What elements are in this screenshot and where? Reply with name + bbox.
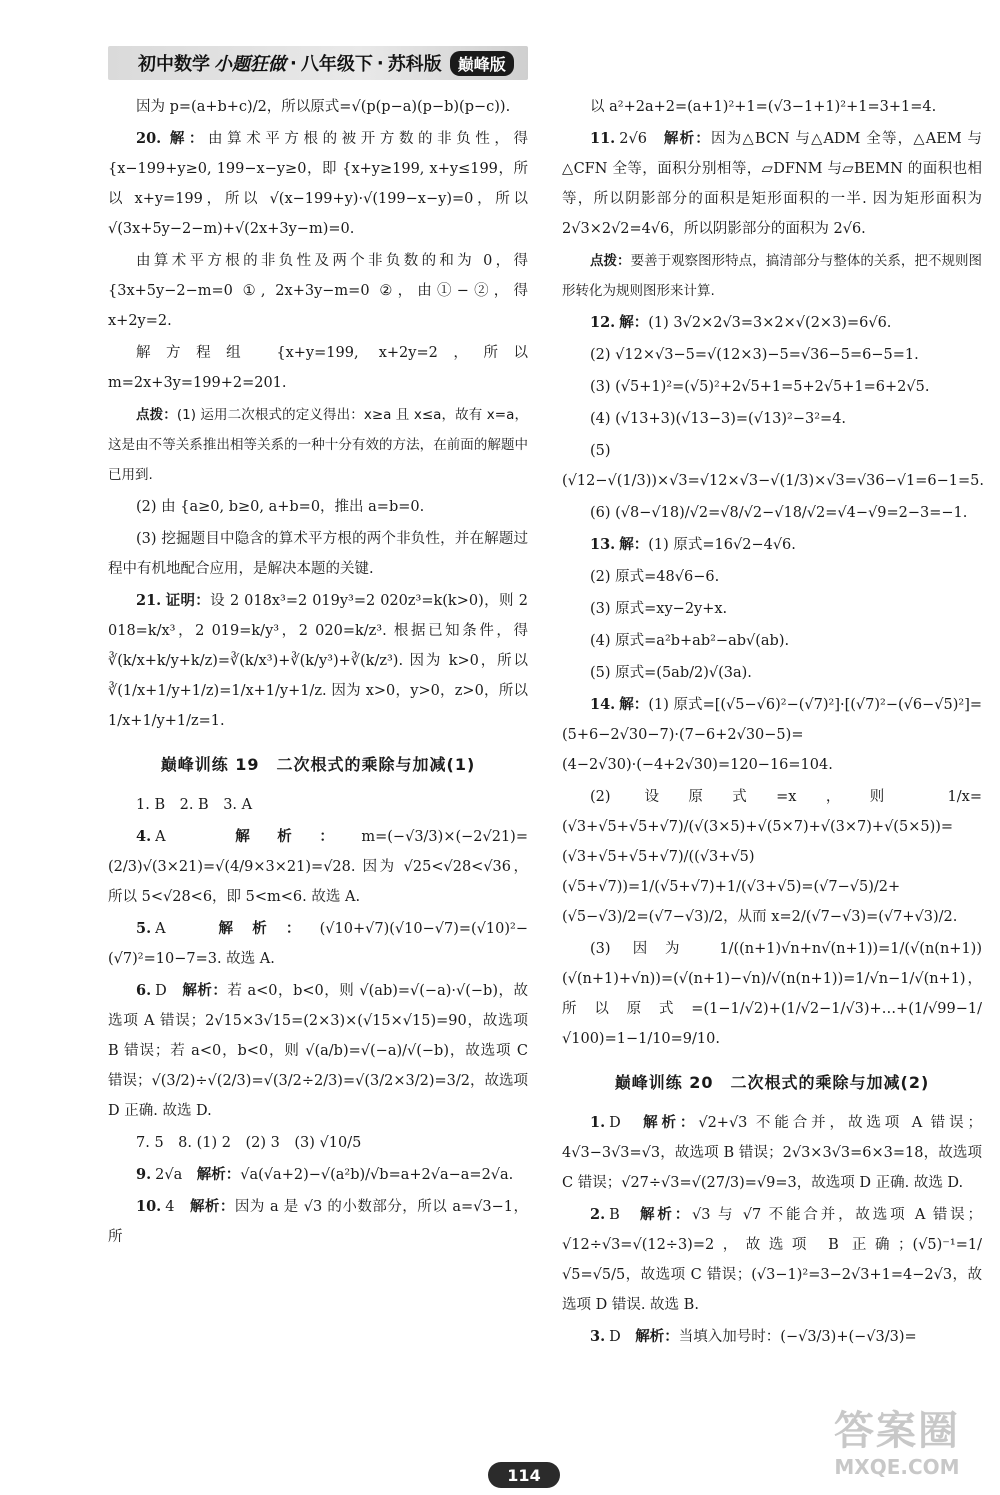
header-dot: · bbox=[376, 52, 384, 74]
answer-paragraph bbox=[562, 530, 982, 560]
answer-text: 2√6 bbox=[619, 131, 664, 147]
question-number: 21. bbox=[136, 592, 162, 609]
answer-text: (6) (√8−√18)/√2=√8/√2−√18/√2=√4−√9=2−3=−1. bbox=[590, 505, 968, 521]
answer-label: 点拨： bbox=[136, 407, 177, 423]
answer-paragraph bbox=[562, 1322, 982, 1352]
question-number: 3. bbox=[590, 1328, 606, 1345]
header-badge: 巅峰版 bbox=[450, 51, 514, 76]
answer-label: 解析： bbox=[635, 1328, 679, 1345]
answer-paragraph bbox=[108, 400, 528, 490]
header-edition: 苏科版 bbox=[387, 54, 442, 75]
question-number: 12. bbox=[590, 314, 616, 331]
answer-text: (1) 原式=[(√5−√6)²−(√7)²]·[(√7)²−(√6−√5)²]=(5+6−2√30−7)·(7−6+2√30−5)=(4−2√30)·(−4+2√30)=120−16=104. bbox=[562, 697, 982, 773]
answer-text: (√10+√7)(√10−√7)=(√10)²−(√7)²=10−7=3. 故选 A. bbox=[108, 921, 528, 967]
answer-text: D bbox=[609, 1115, 644, 1131]
answer-label: 解： bbox=[619, 536, 649, 553]
answer-label: 解析： bbox=[182, 982, 228, 999]
answer-paragraph bbox=[108, 586, 528, 736]
answer-paragraph bbox=[108, 492, 528, 522]
question-number: 6. bbox=[136, 982, 152, 999]
answer-paragraph bbox=[562, 782, 982, 932]
answer-text: (4) 原式=a²b+ab²−ab√(ab). bbox=[590, 633, 790, 649]
answer-text: 4 bbox=[165, 1199, 190, 1215]
answer-text: (3) 因为 1/((n+1)√n+n√(n+1))=1/(√(n(n+1))(√(n+1)+√n))=(√(n+1)−√n)/√(n(n+1))=1/√n−1/√(n+1)，所以原式=(1−1/√2)+(1/√2−1/√3)+…+(1/√99−1/√100)=1−1/10=9/10. bbox=[562, 941, 982, 1047]
question-number: 2. bbox=[590, 1206, 606, 1223]
answer-text: (3) 原式=xy−2y+x. bbox=[590, 601, 728, 617]
answer-label: 解析： bbox=[189, 1198, 235, 1215]
answer-text: (4) (√13+3)(√13−3)=(√13)²−3²=4. bbox=[590, 411, 847, 427]
answer-paragraph bbox=[562, 690, 982, 780]
answer-paragraph bbox=[108, 524, 528, 584]
question-number: 10. bbox=[136, 1198, 162, 1215]
answer-text: (5) 原式=(5ab/2)√(3a). bbox=[590, 665, 752, 681]
answer-paragraph bbox=[562, 594, 982, 624]
answer-text: 设 2 018x³=2 019y³=2 020z³=k(k>0)，则 2 018=k/x³，2 019=k/y³，2 020=k/z³. 根据已知条件，得 ∛(k/x+k/y+k/z)=∛(k/x³)+∛(k/y³)+∛(k/z³). 因为 k>0，所以 ∛(1/x+1/y+1/z)=1/x+1/y+1/z. 因为 x>0，y>0，z>0，所以 1/x+1/y+1/z=1. bbox=[108, 593, 529, 729]
answer-label: 解析： bbox=[640, 1206, 693, 1223]
answer-label: 解析： bbox=[196, 1166, 241, 1183]
answer-text: (5) (√12−√(1/3))×√3=√12×√3−√(1/3)×√3=√36−√1=6−1=5. bbox=[562, 443, 984, 489]
answer-text: (2) 原式=48√6−6. bbox=[590, 569, 720, 585]
header-subject: 初中数学 bbox=[138, 54, 210, 75]
page-number: 114 bbox=[488, 1462, 560, 1488]
answer-paragraph bbox=[108, 976, 528, 1126]
answer-paragraph bbox=[562, 934, 982, 1054]
answer-text: 由算术平方根的非负性及两个非负数的和为 0，得 {3x+5y−2−m=0 ①, 2x+3y−m=0 ②，由①−②，得 x+2y=2. bbox=[108, 253, 528, 329]
section-title: 巅峰训练 20 二次根式的乘除与加减(2) bbox=[614, 1073, 930, 1092]
answer-text: A bbox=[155, 829, 236, 845]
answer-text: D bbox=[155, 983, 183, 999]
answer-text: 因为△BCN 与△ADM 全等，△AEM 与△CFN 全等，面积分别相等，▱DFNM 与▱BEMN 的面积也相等，所以阴影部分的面积是矩形面积的一半. 因为矩形面积为 2√3×2√2=4√6，所以阴影部分的面积为 2√6. bbox=[562, 131, 982, 237]
answer-text: (1) 原式=16√2−4√6. bbox=[648, 537, 796, 553]
answer-text: 7. 5 8. (1) 2 (2) 3 (3) √10/5 bbox=[136, 1135, 362, 1151]
answer-text: 解方程组 {x+y=199, x+2y=2，所以 m=2x+3y=199+2=201. bbox=[108, 345, 528, 391]
answer-label: 解析： bbox=[235, 828, 362, 845]
answer-paragraph bbox=[562, 92, 982, 122]
answer-text: 由算术平方根的被开方数的非负性，得 {x−199+y≥0, 199−x−y≥0，即 {x+y≥199, x+y≤199，所以 x+y=199，所以 √(x−199+y)·√(199−x−y)=0，所以 √(3x+5y−2−m)+√(2x+3y−m)=0. bbox=[108, 131, 529, 237]
answer-label: 解析： bbox=[218, 920, 320, 937]
answer-text: 因为 a 是 √3 的小数部分，所以 a=√3−1，所 bbox=[108, 1199, 528, 1245]
answer-paragraph bbox=[108, 1128, 528, 1158]
answer-paragraph bbox=[562, 436, 982, 496]
answer-label: 解： bbox=[165, 130, 209, 147]
question-number: 5. bbox=[136, 920, 152, 937]
answer-text: 2√a bbox=[155, 1167, 197, 1183]
answer-text: m=(−√3/3)×(−2√21)=(2/3)√(3×21)=√(4/9×3×21)=√28. 因为 √25<√28<√36，所以 5<√28<6，即 5<m<6. 故选 A. bbox=[108, 829, 528, 905]
page-header bbox=[108, 46, 528, 80]
answer-paragraph bbox=[562, 372, 982, 402]
header-dot: · bbox=[290, 52, 297, 74]
answer-text: √3 与 √7 不能合并，故选项 A 错误；√12÷√3=√(12÷3)=2，故选项 B 正确；(√5)⁻¹=1/√5=√5/5，故选项 C 错误；(√3−1)²=3−2√3+1=4−2√3，故选项 D 错误. 故选 B. bbox=[562, 1207, 983, 1313]
answer-paragraph bbox=[562, 124, 982, 244]
answer-text: 若 a<0，b<0，则 √(ab)=√(−a)·√(−b)，故选项 A 错误；2√15×3√15=(2×3)×(√15×√15)=90，故选项 B 错误；若 a<0，b<0，则 √(a/b)=√(−a)/√(−b)，故选项 C 错误；√(3/2)÷√(2/3)=√(3/2÷2/3)=√(3/2×3/2)=3/2，故选项 D 正确. 故选 D. bbox=[108, 983, 529, 1119]
answer-paragraph bbox=[108, 790, 528, 820]
question-number: 4. bbox=[136, 828, 152, 845]
answer-paragraph bbox=[108, 1192, 528, 1252]
answer-paragraph bbox=[108, 338, 528, 398]
answer-text: 以 a²+2a+2=(a+1)²+1=(√3−1+1)²+1=3+1=4. bbox=[590, 99, 937, 115]
answer-paragraph bbox=[108, 92, 528, 122]
answer-paragraph bbox=[108, 1160, 528, 1190]
section-title: 巅峰训练 19 二次根式的乘除与加减(1) bbox=[160, 755, 476, 774]
answer-text: (2) 设原式=x，则 1/x=(√3+√5+√5+√7)/(√(3×5)+√(5×7)+√(3×7)+√(5×5))=(√3+√5+√5+√7)/((√3+√5)(√5+√7))=1/(√5+√7)+1/(√3+√5)=(√7−√5)/2+(√5−√3)/2=(√7−√3)/2，从而 x=2/(√7−√3)=(√7+√3)/2. bbox=[562, 789, 982, 925]
answer-paragraph bbox=[562, 308, 982, 338]
header-grade: 八年级下 bbox=[300, 54, 373, 75]
header-series: 小题狂做 bbox=[214, 54, 286, 75]
right-column bbox=[562, 92, 982, 1354]
answer-paragraph bbox=[562, 1200, 982, 1320]
answer-paragraph bbox=[108, 246, 528, 336]
question-number: 1. bbox=[590, 1114, 606, 1131]
answer-paragraph bbox=[108, 822, 528, 912]
watermark-cn: 答案圈 bbox=[834, 1408, 960, 1454]
answer-text: 当填入加号时：(−√3/3)+(−√3/3)= bbox=[678, 1329, 917, 1345]
answer-text: (1) 运用二次根式的定义得出：x≥a 且 x≤a，故有 x=a，这是由不等关系推出相等关系的一种十分有效的方法，在前面的解题中已用到. bbox=[108, 407, 528, 483]
answer-label: 证明： bbox=[165, 592, 211, 609]
answer-label: 点拨： bbox=[590, 253, 631, 269]
answer-paragraph bbox=[108, 124, 528, 244]
left-column bbox=[108, 92, 528, 1254]
watermark-logo bbox=[812, 1408, 982, 1488]
answer-label: 解析： bbox=[663, 130, 712, 147]
question-number: 14. bbox=[590, 696, 616, 713]
answer-text: (2) √12×√3−5=√(12×3)−5=√36−5=6−5=1. bbox=[590, 347, 919, 363]
answer-text: 要善于观察图形特点，搞清部分与整体的关系，把不规则图形转化为规则图形来计算. bbox=[562, 253, 983, 299]
answer-text: (2) 由 {a≥0, b≥0, a+b=0，推出 a=b=0. bbox=[136, 499, 425, 515]
answer-paragraph bbox=[562, 658, 982, 688]
answer-text: (1) 3√2×2√3=3×2×√(2×3)=6√6. bbox=[648, 315, 892, 331]
question-number: 9. bbox=[136, 1166, 152, 1183]
answer-paragraph bbox=[562, 246, 982, 306]
question-number: 11. bbox=[590, 130, 616, 147]
answer-text: (3) 挖掘题目中隐含的算术平方根的两个非负性，并在解题过程中有机地配合应用，是解决本题的关键. bbox=[108, 531, 528, 577]
answer-text: √2+√3 不能合并，故选项 A 错误；4√3−3√3=√3，故选项 B 错误；2√3×3√3=6×3=18，故选项 C 错误；√27÷√3=√(27/3)=√9=3，故选项 D 正确. 故选 D. bbox=[562, 1115, 982, 1191]
answer-paragraph bbox=[562, 626, 982, 656]
answer-paragraph bbox=[562, 404, 982, 434]
answer-paragraph bbox=[108, 914, 528, 974]
answer-label: 解： bbox=[619, 314, 649, 331]
answer-text: B bbox=[609, 1207, 640, 1223]
question-number: 20. bbox=[136, 130, 162, 147]
answer-text: D bbox=[609, 1329, 636, 1345]
answer-text: √a(√a+2)−√(a²b)/√b=a+2√a−a=2√a. bbox=[240, 1167, 514, 1183]
answer-text: (3) (√5+1)²=(√5)²+2√5+1=5+2√5+1=6+2√5. bbox=[590, 379, 930, 395]
answer-text: A bbox=[155, 921, 219, 937]
answer-paragraph bbox=[562, 498, 982, 528]
answer-text: 因为 p=(a+b+c)/2，所以原式=√(p(p−a)(p−b)(p−c)). bbox=[136, 99, 511, 115]
answer-label: 解： bbox=[619, 696, 649, 713]
watermark-en: MXQE.COM bbox=[834, 1455, 960, 1479]
answer-text: 1. B 2. B 3. A bbox=[136, 797, 253, 813]
question-number: 13. bbox=[590, 536, 616, 553]
answer-paragraph bbox=[562, 1108, 982, 1198]
answer-paragraph bbox=[562, 340, 982, 370]
answer-paragraph bbox=[562, 562, 982, 592]
answer-label: 解析： bbox=[643, 1114, 699, 1131]
